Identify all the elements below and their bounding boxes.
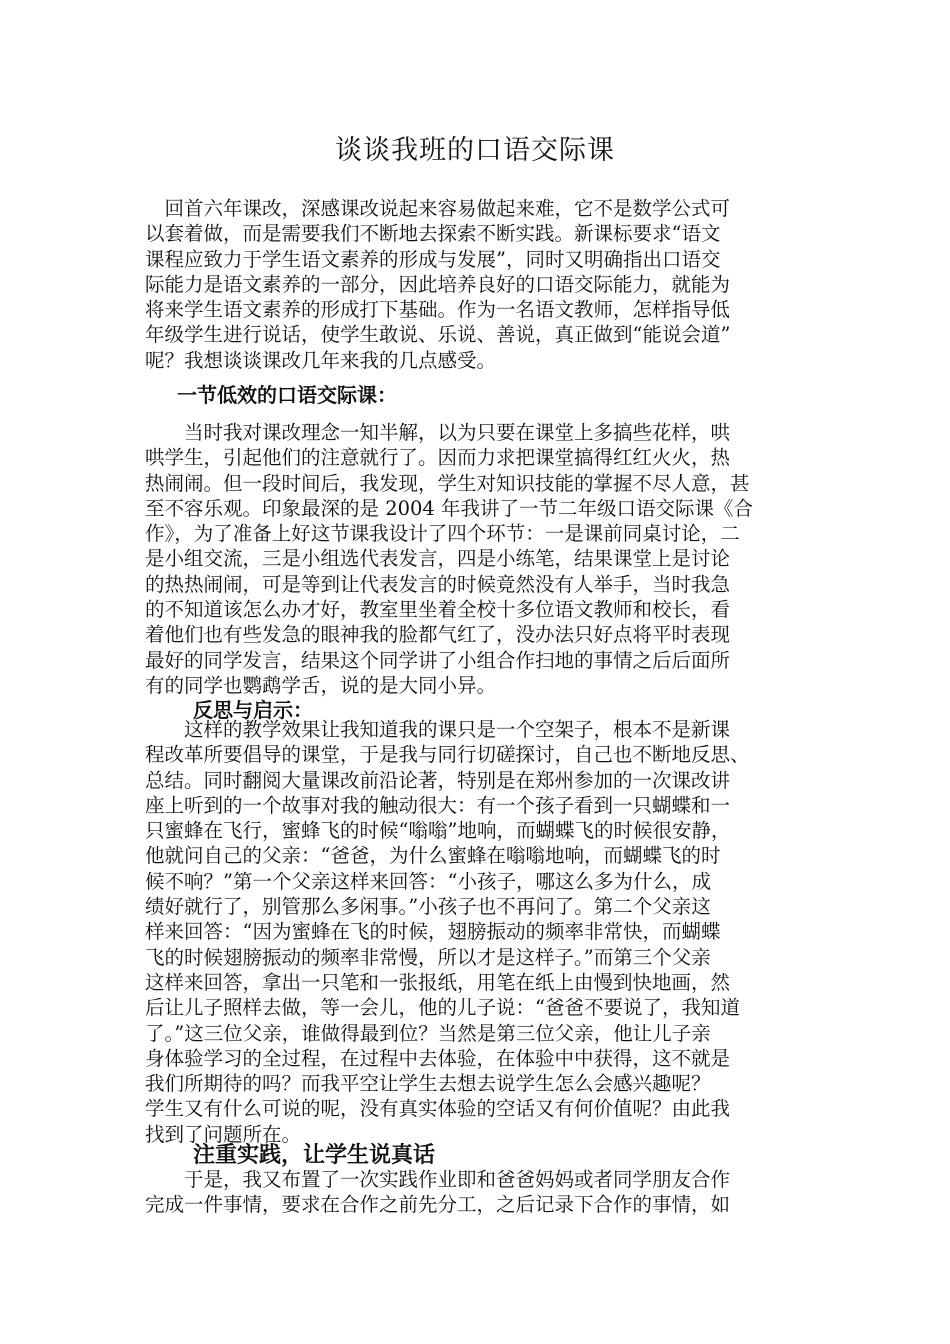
text-line: 际能力是语文素养的一部分，因此培养良好的口语交际能力，就能为 <box>145 272 731 296</box>
section-3-paragraph <box>145 1167 810 1218</box>
text-line: 他就问自己的父亲：“爸爸，为什么蜜蜂在嗡嗡地响，而蝴蝶飞的时 <box>145 844 721 868</box>
text-line: 候不响？”第一个父亲这样来回答：“小孩子，哪这么多为什么，成 <box>145 869 711 893</box>
section-1-paragraph <box>145 420 810 698</box>
text-line: 将来学生语文素养的形成打下基础。作为一名语文教师，怎样指导低 <box>145 298 731 322</box>
text-line: 的热热闹闹，可是等到让代表发言的时候竟然没有人举手，当时我急 <box>145 572 731 596</box>
text-line: 我们所期待的吗？而我平空让学生去想去说学生怎么会感兴趣呢？ <box>145 1072 711 1096</box>
text-line: 绩好就行了，别管那么多闲事。”小孩子也不再问了。第二个父亲这 <box>145 895 711 919</box>
text-line: 只蜜蜂在飞行，蜜蜂飞的时候“嗡嗡”地响，而蝴蝶飞的时候很安静， <box>145 819 731 843</box>
text-line: 是小组交流，三是小组选代表发言，四是小练笔，结果课堂上是讨论 <box>145 547 731 571</box>
text-line: 着他们也有些发急的眼神我的脸都气红了，没办法只好点将平时表现 <box>145 623 731 647</box>
text-line: 样来回答：“因为蜜蜂在飞的时候，翅膀振动的频率非常快，而蝴蝶 <box>145 920 721 944</box>
text-line: 飞的时候翅膀振动的频率非常慢，所以才是这样子。”而第三个父亲 <box>145 945 711 969</box>
text-line: 总结。同时翻阅大量课改前沿论著，特别是在郑州参加的一次课改讲 <box>145 768 731 792</box>
text-line: 课程应致力于学生语文素养的形成与发展”，同时又明确指出口语交 <box>145 247 721 271</box>
text-line: 这样来回答，拿出一只笔和一张报纸，用笔在纸上由慢到快地画，然 <box>145 970 731 994</box>
text-line: 后让儿子照样去做，等一会儿，他的儿子说：“爸爸不要说了，我知道 <box>145 996 740 1020</box>
text-line: 身体验学习的全过程，在过程中去体验，在体验中中获得，这不就是 <box>145 1046 731 1070</box>
text-line: 的不知道该怎么办才好，教室里坐着全校十多位语文教师和校长，看 <box>145 598 731 622</box>
text-line: 有的同学也鹦鹉学舌，说的是大同小异。 <box>145 673 497 697</box>
text-line: 找到了问题所在。 <box>145 1122 302 1146</box>
text-line: 哄学生，引起他们的注意就行了。因而力求把课堂搞得红红火火，热 <box>145 446 731 470</box>
section-heading-1: 一节低效的口语交际课： <box>177 383 397 407</box>
text-line: 至不容乐观。印象最深的是 2004 年我讲了一节二年级口语交际课《合 <box>145 496 754 520</box>
text-line: 最好的同学发言，结果这个同学讲了小组合作扫地的事情之后后面所 <box>145 648 731 672</box>
intro-paragraph <box>145 196 810 373</box>
text-line: 以套着做，而是需要我们不断地去探索不断实践。新课标要求“语文 <box>145 222 721 246</box>
text-line: 了。”这三位父亲，谁做得最到位？当然是第三位父亲，他让儿子亲 <box>145 1021 711 1045</box>
text-line: 程改革所要倡导的课堂，于是我与同行切磋探讨，自己也不断地反思、 <box>145 743 750 767</box>
text-line: 学生又有什么可说的呢，没有真实体验的空话又有何价值呢？由此我 <box>145 1097 731 1121</box>
text-line: 热闹闹。但一段时间后，我发现，学生对知识技能的掌握不尽人意，甚 <box>145 471 750 495</box>
text-line: 回首六年课改，深感课改说起来容易做起来难，它不是数学公式可 <box>145 197 731 220</box>
text-line: 作》，为了准备上好这节课我设计了四个环节：一是课前同桌讨论，二 <box>145 522 740 546</box>
section-2-paragraph <box>145 717 810 1147</box>
text-line: 年级学生进行说话，使学生敢说、乐说、善说，真正做到“能说会道” <box>145 323 731 347</box>
text-line: 当时我对课改理念一知半解，以为只要在课堂上多搞些花样，哄 <box>145 421 731 444</box>
text-line: 完成一件事情，要求在合作之前先分工，之后记录下合作的事情，如 <box>145 1193 731 1217</box>
text-line: 座上听到的一个故事对我的触动很大：有一个孩子看到一只蝴蝶和一 <box>145 793 731 817</box>
text-line: 这样的教学效果让我知道我的课只是一个空架子，根本不是新课 <box>145 718 731 741</box>
text-line: 呢？我想谈谈课改几年来我的几点感受。 <box>145 348 497 372</box>
page-title: 谈谈我班的口语交际课 <box>335 135 615 166</box>
section-heading-3: 注重实践，让学生说真话 <box>193 1142 436 1168</box>
text-line: 于是，我又布置了一次实践作业即和爸爸妈妈或者同学朋友合作 <box>145 1168 731 1191</box>
section-heading-2: 反思与启示： <box>193 698 313 722</box>
